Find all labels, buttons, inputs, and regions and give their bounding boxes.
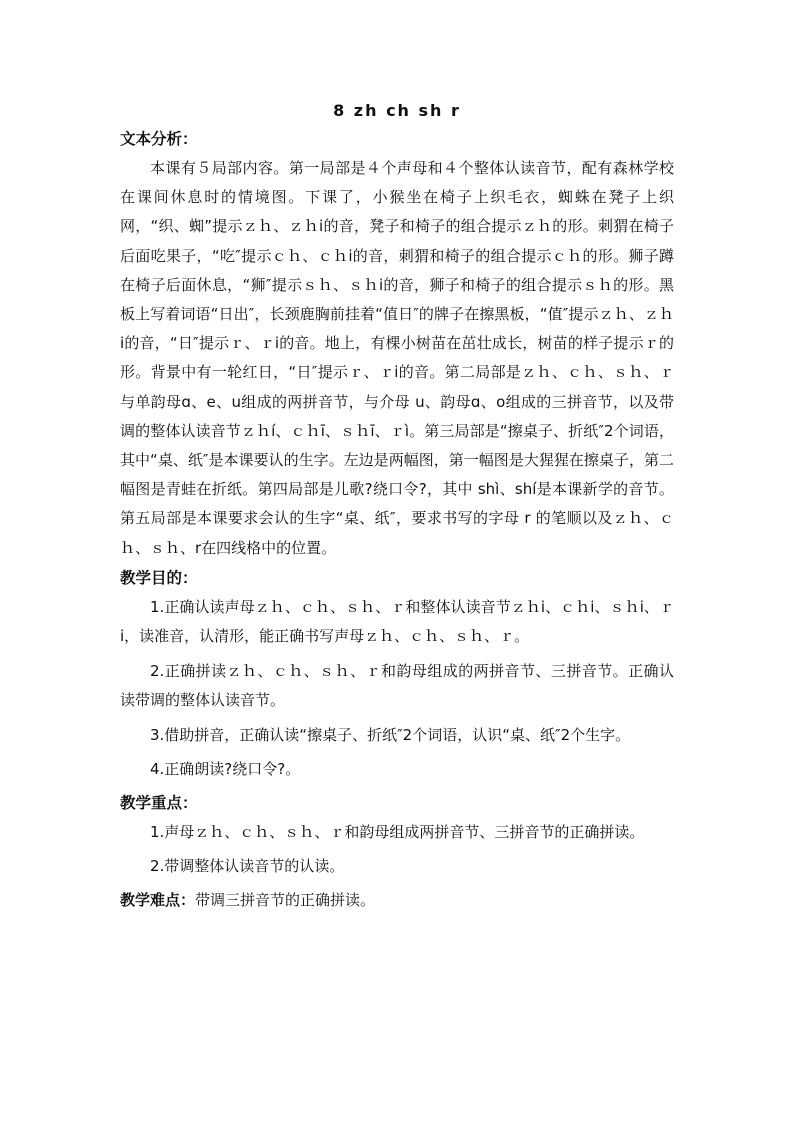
goal-item: 3.借助拼音，正确认读“擦桌子、折纸″2个词语，认识“桌、纸″2个生字。 — [150, 725, 631, 744]
lesson-title: 8 zh ch sh r — [333, 101, 461, 120]
goals-heading: 教学目的： — [120, 568, 198, 587]
key-points-section — [120, 790, 674, 882]
text-analysis-body: 本课有５局部内容。第一局部是４个声母和４个整体认读音节，配有森林学校在课间休息时的情境图。下课了，小猴坐在椅子上织毛衣，蜘蛛在凳子上织网，“织、蜘”提示ｚｈ、ｚｈi的音，凳子和椅子的组合提示ｚｈ的形。刺猬在椅子后面吃果子，“吃″提示ｃｈ、ｃｈi的音，刺猬和椅子的组合提示ｃｈ的形。狮子蹲在椅子后面休息，“狮″提示ｓｈ、ｓｈi的音，狮子和椅子的组合提示ｓｈ的形。黑板上写着词语“日出″，长颈鹿胸前挂着“值日″的牌子在擦黑板，“值″提示ｚｈ、ｚｈi的音，“日″提示ｒ、ｒi的音。地上，有棵小树苗在茁壮成长，树苗的样子提示ｒ的形。背景中有一轮红日，“日″提示ｒ、ｒi的音。第二局部是ｚｈ、ｃｈ、ｓｈ、ｒ与单韵母ɑ、e、u组成的两拼音节，与介母 u、韵母ɑ、o组成的三拼音节，以及带调的整体认读音节ｚｈí、ｃｈī、ｓｈī、ｒì。第三局部是“擦桌子、折纸″2个词语，其中“桌、纸″是本课要认的生字。左边是两幅图，第一幅图是大猩猩在擦桌子，第二幅图是青蛙在折纸。第四局部是儿歌?绕口令?，其中 shì、shí是本课新学的音节。第五局部是本课要求会认的生字“桌、纸″，要求书写的字母 r 的笔顺以及ｚｈ、ｃｈ、ｓｈ、r在四线格中的位置。 — [120, 159, 674, 557]
key-point-item: 2.带调整体认读音节的认读。 — [150, 857, 345, 876]
difficulty-text: 带调三拼音节的正确拼读。 — [195, 890, 376, 909]
goals-section — [120, 565, 674, 785]
key-points-heading: 教学重点： — [120, 793, 198, 812]
text-analysis-section — [120, 126, 674, 563]
text-analysis-heading: 文本分析： — [120, 130, 198, 148]
goal-item: 4.正确朗读?绕口令?。 — [150, 760, 301, 779]
goal-item: 2.正确拼读ｚｈ、ｃｈ、ｓｈ、ｒ和韵母组成的两拼音节、三拼音节。正确认读带调的整体认读音节。 — [120, 661, 674, 710]
goal-item: 1.正确认读声母ｚｈ、ｃｈ、ｓｈ、ｒ和整体认读音节ｚｈi、ｃｈi、ｓｈi、ｒi，读准音，认清形，能正确书写声母ｚｈ、ｃｈ、ｓｈ、ｒ。 — [120, 597, 674, 646]
difficulty-label: 教学难点： — [120, 890, 196, 909]
difficulty-section — [120, 887, 674, 913]
key-point-item: 1.声母ｚｈ、ｃｈ、ｓｈ、ｒ和韵母组成两拼音节、三拼音节的正确拼读。 — [150, 822, 645, 841]
